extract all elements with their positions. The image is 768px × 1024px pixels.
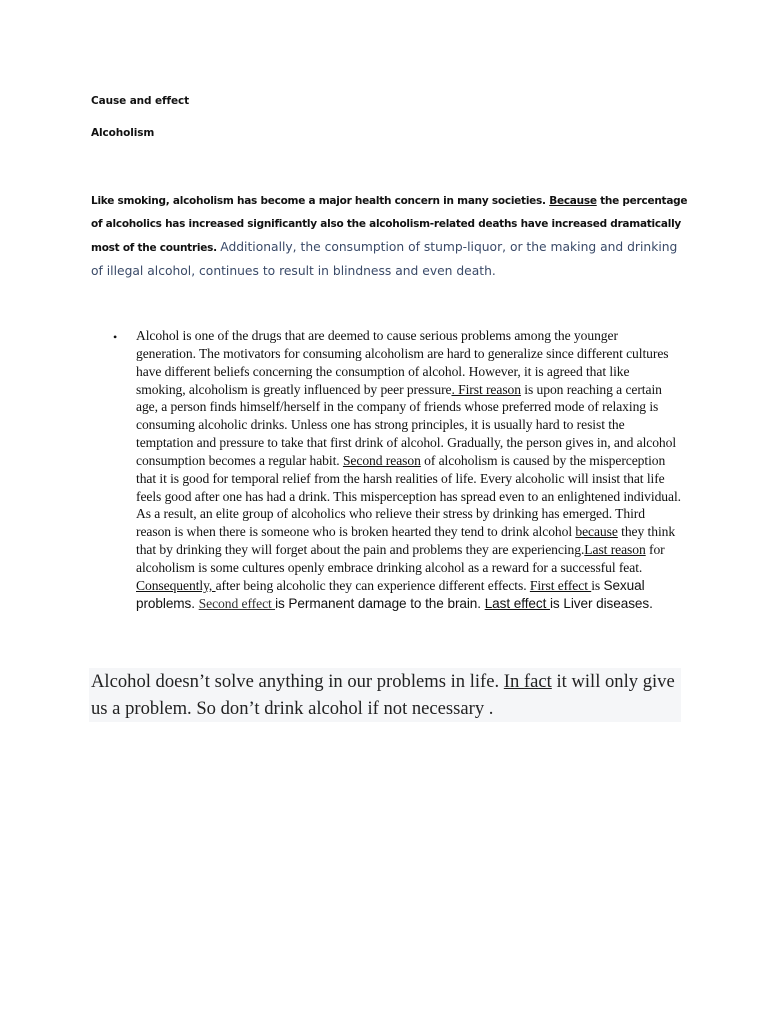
body-text: they think that by drinking they will forget about the pain and problems they are experiencing. [136,524,676,558]
underlined-first-effect: First effect [529,577,592,593]
intro-paragraph [91,190,691,284]
closing-text: it will only give us a problem. So don’t drink alcohol if not necessary . [91,671,675,719]
effect-sexual-problems: Sexual problems. [136,577,645,611]
closing-paragraph [91,668,681,722]
body-text: is upon reaching a certain age, a person finds himself/herself in the company of friends whose preferred mode of relaxing is consuming alcoholic drinks. Unless one has strong principles, it is usually hard to resist the temptation and pressure to take that first drink of alcohol. Gradually, the person gives in, and alcohol consumption becomes a regular habit. [136,381,677,468]
intro-because: Because [549,195,597,207]
underlined-last-reason: Last reason [584,542,646,558]
document-heading: Cause and effect [91,95,190,107]
underlined-first-reason: . First reason [451,381,521,397]
underlined-second-reason: Second reason [342,452,421,468]
body-text: after being alcoholic they can experience different effects. [215,577,530,593]
effect-brain-damage: Permanent damage to the brain. [288,595,485,611]
underlined-last-effect: Last effect [484,595,550,611]
intro-text-1: Like smoking, alcoholism has become a major health concern in many societies. [91,195,550,207]
underlined-second-effect: Second effect [198,595,276,611]
bullet-marker: • [113,330,118,344]
intro-highlight-text: Additionally, the consumption of stump-liquor, or the making and drinking of illegal alcohol, continues to result in blindness and even death. [91,240,678,278]
body-paragraph [136,327,681,613]
closing-text: Alcohol doesn’t solve anything in our problems in life. [91,671,504,692]
body-text: for alcoholism is some cultures openly embrace drinking alcohol as a reward for a successful feat. [136,542,665,575]
intro-text-2: the percentage of alcoholics has increased significantly also the alcoholism-related deaths have increased dramatically most of the countries. [91,195,688,254]
document-title: Alcoholism [91,127,155,139]
body-text: is [549,595,564,611]
body-text: of alcoholism is caused by the misperception that it is good for temporal relief from the harsh realities of life. Every alcoholic will insist that life feels good after one has had a drink. This misperception has spread even to an enlightened individual. As a result, an elite group of alcoholics who relieve their stress by drinking has emerged. Third reason is when there is someone who is broken hearted they tend to drink alcohol [136,452,681,540]
body-text: Alcohol is one of the drugs that are deemed to cause serious problems among the younger generation. The motivators for consuming alcoholism are hard to generalize since different cultures have different beliefs concerning the consumption of alcohol. However, it is agreed that like smoking, alcoholism is greatly influenced by peer pressure [136,328,669,397]
underlined-because: because [575,524,618,540]
body-text: is [591,577,604,593]
effect-liver-diseases: Liver diseases. [563,595,653,611]
underlined-consequently: Consequently, [136,577,216,593]
body-text: is [275,595,289,611]
underlined-in-fact: In fact [503,671,552,692]
